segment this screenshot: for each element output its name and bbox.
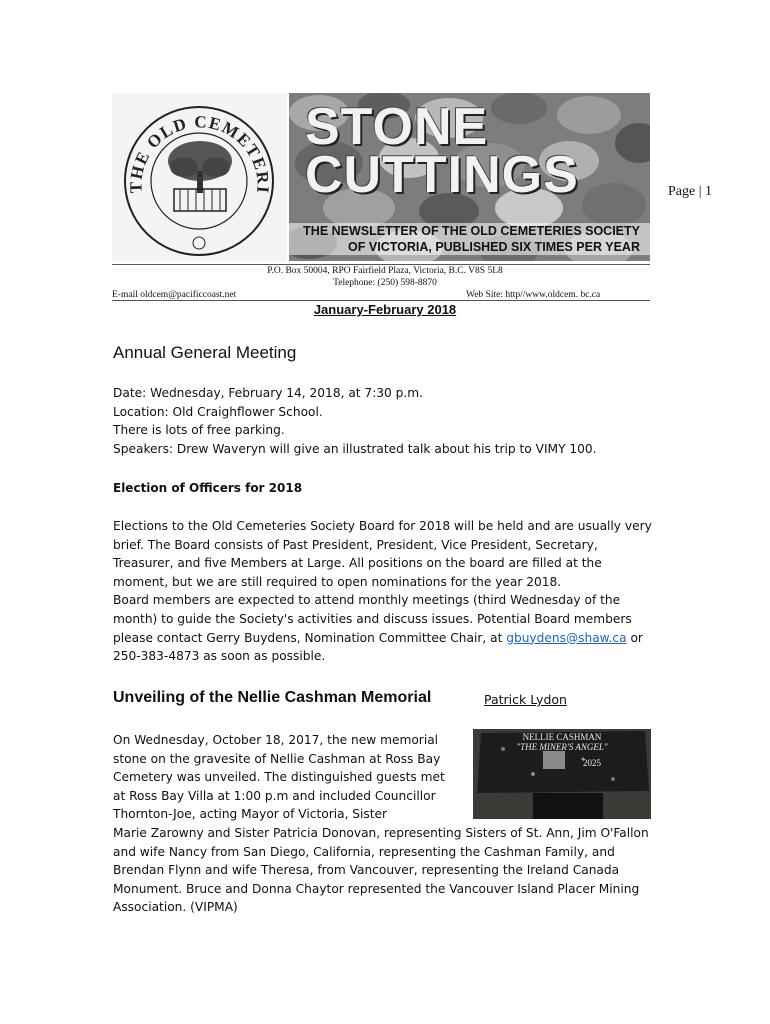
- election-heading: Election of Officers for 2018: [113, 481, 303, 495]
- newsletter-title: [305, 98, 579, 204]
- inscription-year: 2025: [583, 758, 601, 768]
- seal-emblem-icon: [112, 93, 287, 261]
- email-address: E-mail oldcem@pacificcoast.net: [112, 290, 237, 300]
- page-number: Page | 1: [668, 184, 713, 199]
- contact-rule: [112, 300, 650, 301]
- inscription-epithet: "THE MINER'S ANGEL": [516, 742, 608, 752]
- nellie-heading: Unveiling of the Nellie Cashman Memorial: [113, 689, 432, 706]
- nellie-line-2: stone on the gravesite of Nellie Cashman at Ross Bay: [113, 751, 441, 766]
- election-paragraph-1: Elections to the Old Cemeteries Society Board for 2018 will be held and are usually very brief. The Board consists of Past President, President, Vice President, Secretary, Treasurer, and five Members at Large. All positions on the board are filled at the moment, but we are still required to open nominations for the year 2018.: [113, 519, 652, 589]
- stones-banner: [289, 93, 650, 261]
- society-seal: [112, 93, 287, 261]
- agm-location: Location: Old Craighflower School.: [113, 404, 323, 419]
- agm-heading: Annual General Meeting: [113, 343, 297, 362]
- election-text-2a: Board members are expected to attend monthly meetings (third Wednesday of the month) to guide the Society's activities and discuss issues. Potential Board members please contact Gerry Buydens, Nomination Committee Chair, at: [113, 593, 632, 645]
- election-text: [113, 517, 653, 666]
- seal-text: THE OLD CEMETERI: [126, 112, 273, 196]
- nellie-line-3: Cemetery was unveiled. The distinguished guests met: [113, 770, 445, 785]
- memorial-photo: [473, 729, 651, 819]
- agm-parking: There is lots of free parking.: [113, 423, 285, 438]
- newsletter-subtitle: [289, 223, 650, 255]
- memorial-inscription: [473, 732, 651, 768]
- agm-date: Date: Wednesday, February 14, 2018, at 7:30 p.m.: [113, 386, 424, 400]
- article-author: Patrick Lydon: [484, 692, 567, 707]
- agm-speakers: Speakers: Drew Waveryn will give an illustrated talk about his trip to VIMY 100.: [113, 441, 597, 456]
- postal-address: P.O. Box 50004, RPO Fairfield Plaza, Victoria, B.C. V8S 5L8: [267, 266, 503, 276]
- issue-date: January-February 2018: [313, 302, 457, 317]
- subtitle-line-1: THE NEWSLETTER OF THE OLD CEMETERIES SOCIETY: [303, 224, 640, 238]
- nomination-email-link[interactable]: gbuydens@shaw.ca: [506, 630, 627, 645]
- election-text-2b: or 250-383-4873 as soon as possible.: [113, 630, 643, 664]
- website-address: Web Site: http//www.oldcem. bc.ca: [466, 290, 601, 300]
- subtitle-line-2: OF VICTORIA, PUBLISHED SIX TIMES PER YEAR: [348, 240, 640, 254]
- nellie-text-rest: Marie Zarowny and Sister Patricia Donovan, representing Sisters of St. Ann, Jim O'Fallon and wife Nancy from San Diego, California, representing the Cashman Family, and Brendan Flynn and wife Theresa, from Vancouver, representing the Ireland Canada Monument. Bruce and Donna Chaytor represented the Vancouver Island Placer Mining Association. (VIPMA): [113, 826, 649, 915]
- nellie-line-4: at Ross Bay Villa at 1:00 p.m and included Councillor: [113, 788, 436, 803]
- nellie-line-5: Thornton-Joe, acting Mayor of Victoria, Sister: [113, 807, 388, 822]
- title-line-2: CUTTINGS: [305, 146, 579, 204]
- masthead: [112, 93, 650, 261]
- agm-details: [113, 384, 673, 458]
- inscription-name: NELLIE CASHMAN: [522, 732, 602, 742]
- masthead-rule: [112, 264, 650, 265]
- nellie-text-wrapped: [113, 731, 473, 824]
- telephone: Telephone: (250) 598-8870: [333, 278, 437, 288]
- nellie-line-1: On Wednesday, October 18, 2017, the new memorial: [113, 733, 439, 747]
- title-line-1: STONE: [305, 98, 489, 156]
- election-paragraph-2: [113, 591, 653, 665]
